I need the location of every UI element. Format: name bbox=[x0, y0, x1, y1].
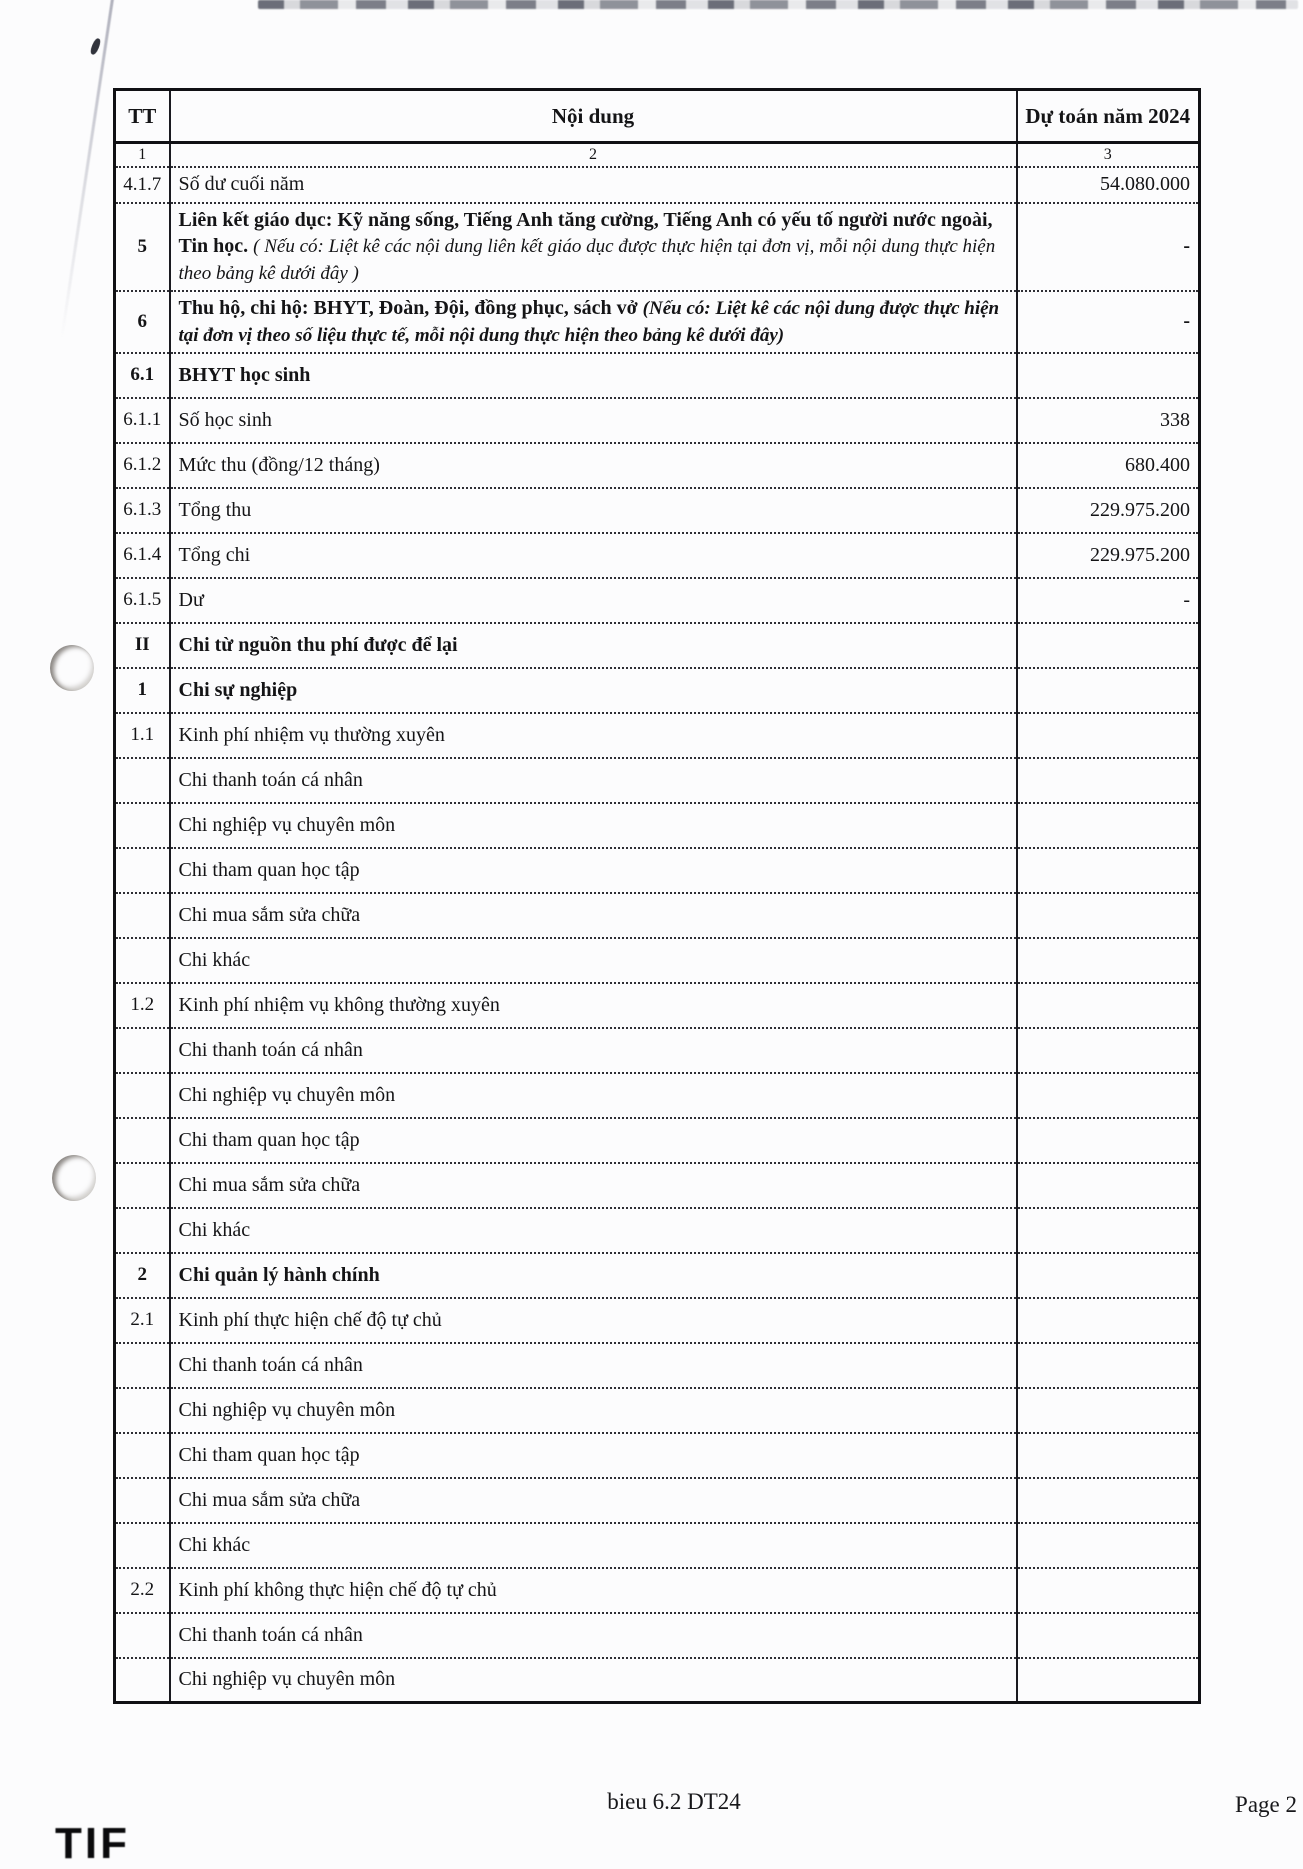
row-content bbox=[170, 1478, 1017, 1523]
row-tt: 5 bbox=[115, 203, 170, 291]
row-label: Chi tham quan học tập bbox=[178, 858, 360, 881]
table-row bbox=[115, 713, 1200, 758]
row-value: - bbox=[1017, 578, 1200, 623]
row-tt bbox=[115, 1478, 170, 1523]
row-value: 229.975.200 bbox=[1017, 533, 1200, 578]
row-value bbox=[1017, 1163, 1200, 1208]
column-index-row bbox=[115, 143, 1200, 167]
row-value bbox=[1017, 1658, 1200, 1703]
punch-hole-top bbox=[50, 645, 94, 691]
row-tt: 6.1.5 bbox=[115, 578, 170, 623]
row-content bbox=[170, 443, 1017, 488]
table-row bbox=[115, 291, 1200, 353]
table-row bbox=[115, 1073, 1200, 1118]
row-value bbox=[1017, 893, 1200, 938]
table-row bbox=[115, 1523, 1200, 1568]
row-content bbox=[170, 1208, 1017, 1253]
row-tt: 1.1 bbox=[115, 713, 170, 758]
table-row bbox=[115, 353, 1200, 398]
row-tt bbox=[115, 1343, 170, 1388]
row-content bbox=[170, 533, 1017, 578]
table-row bbox=[115, 893, 1200, 938]
row-content bbox=[170, 291, 1017, 353]
row-tt: 1.2 bbox=[115, 983, 170, 1028]
row-value: 229.975.200 bbox=[1017, 488, 1200, 533]
table-row bbox=[115, 848, 1200, 893]
row-value: 680.400 bbox=[1017, 443, 1200, 488]
row-tt bbox=[115, 803, 170, 848]
row-content bbox=[170, 1658, 1017, 1703]
row-tt: 2 bbox=[115, 1253, 170, 1298]
row-content bbox=[170, 1298, 1017, 1343]
scan-crease-line bbox=[60, 0, 115, 338]
row-tt bbox=[115, 938, 170, 983]
row-label: Chi từ nguồn thu phí được để lại bbox=[178, 633, 458, 656]
row-content bbox=[170, 578, 1017, 623]
row-content bbox=[170, 1613, 1017, 1658]
row-label: Chi nghiệp vụ chuyên môn bbox=[178, 813, 396, 836]
row-value bbox=[1017, 1343, 1200, 1388]
row-content bbox=[170, 353, 1017, 398]
row-value bbox=[1017, 353, 1200, 398]
row-value bbox=[1017, 623, 1200, 668]
row-tt bbox=[115, 1163, 170, 1208]
row-value bbox=[1017, 1613, 1200, 1658]
row-label: Liên kết giáo dục: Kỹ năng sống, Tiếng Anh tăng cường, Tiếng Anh có yếu tố người nước ngoài, Tin học. bbox=[178, 208, 993, 257]
row-label: Kinh phí không thực hiện chế độ tự chủ bbox=[178, 1578, 497, 1601]
row-tt bbox=[115, 1118, 170, 1163]
row-tt: 6.1.4 bbox=[115, 533, 170, 578]
row-content bbox=[170, 398, 1017, 443]
row-tt: 6.1.1 bbox=[115, 398, 170, 443]
row-tt: 2.2 bbox=[115, 1568, 170, 1613]
row-label: Chi mua sắm sửa chữa bbox=[178, 903, 361, 926]
table-body bbox=[115, 143, 1200, 1703]
row-value bbox=[1017, 1118, 1200, 1163]
row-label: Chi mua sắm sửa chữa bbox=[178, 1488, 361, 1511]
table-row bbox=[115, 1163, 1200, 1208]
scan-smudge-top bbox=[258, 0, 1298, 9]
row-label: Dư bbox=[178, 588, 204, 611]
row-value bbox=[1017, 1253, 1200, 1298]
row-value bbox=[1017, 1433, 1200, 1478]
row-content bbox=[170, 803, 1017, 848]
row-label: Chi khác bbox=[178, 948, 251, 971]
row-label: Số học sinh bbox=[178, 408, 272, 431]
row-value bbox=[1017, 1208, 1200, 1253]
table-row bbox=[115, 758, 1200, 803]
row-label: Chi thanh toán cá nhân bbox=[178, 1623, 363, 1646]
table-row bbox=[115, 1298, 1200, 1343]
row-value: 338 bbox=[1017, 398, 1200, 443]
row-tt: 4.1.7 bbox=[115, 167, 170, 203]
footer-page-number: Page 2 bbox=[1235, 1792, 1297, 1817]
row-tt: 2.1 bbox=[115, 1298, 170, 1343]
table-row bbox=[115, 1253, 1200, 1298]
row-label: Chi thanh toán cá nhân bbox=[178, 1038, 363, 1061]
row-tt bbox=[115, 1388, 170, 1433]
corner-stamp-mark: TIF bbox=[55, 1819, 130, 1868]
row-label: Chi nghiệp vụ chuyên môn bbox=[178, 1668, 396, 1691]
budget-table bbox=[113, 88, 1201, 1704]
row-note: (Nếu có: Liệt kê các nội dung được thực hiện tại đơn vị theo số liệu thực tế, mỗi nội dung thực hiện theo bảng kê dưới đây) bbox=[178, 297, 1000, 346]
table-row bbox=[115, 1478, 1200, 1523]
row-tt: 6.1 bbox=[115, 353, 170, 398]
table-row bbox=[115, 203, 1200, 291]
table-row bbox=[115, 623, 1200, 668]
row-label: Chi tham quan học tập bbox=[178, 1128, 360, 1151]
table-row bbox=[115, 1028, 1200, 1073]
row-content bbox=[170, 713, 1017, 758]
row-value bbox=[1017, 668, 1200, 713]
row-content bbox=[170, 623, 1017, 668]
index-cell-value: 3 bbox=[1017, 143, 1200, 167]
row-tt bbox=[115, 1028, 170, 1073]
row-value bbox=[1017, 1568, 1200, 1613]
row-label: Kinh phí nhiệm vụ thường xuyên bbox=[178, 723, 445, 746]
row-label: Kinh phí nhiệm vụ không thường xuyên bbox=[178, 993, 500, 1016]
row-value: 54.080.000 bbox=[1017, 167, 1200, 203]
row-content bbox=[170, 167, 1017, 203]
row-label: Chi nghiệp vụ chuyên môn bbox=[178, 1083, 396, 1106]
row-content bbox=[170, 848, 1017, 893]
table-row bbox=[115, 668, 1200, 713]
index-cell-content: 2 bbox=[170, 143, 1017, 167]
table-row bbox=[115, 1388, 1200, 1433]
row-tt: 6.1.2 bbox=[115, 443, 170, 488]
row-label: Chi mua sắm sửa chữa bbox=[178, 1173, 361, 1196]
row-value bbox=[1017, 983, 1200, 1028]
punch-hole-bottom bbox=[52, 1155, 96, 1201]
row-tt: II bbox=[115, 623, 170, 668]
row-label: Mức thu (đồng/12 tháng) bbox=[178, 453, 380, 476]
row-content bbox=[170, 203, 1017, 291]
row-content bbox=[170, 1568, 1017, 1613]
table-row bbox=[115, 938, 1200, 983]
row-tt bbox=[115, 1613, 170, 1658]
row-label: Chi khác bbox=[178, 1533, 251, 1556]
row-content bbox=[170, 1028, 1017, 1073]
row-tt: 6 bbox=[115, 291, 170, 353]
row-label: Thu hộ, chi hộ: BHYT, Đoàn, Đội, đồng phục, sách vở bbox=[178, 296, 643, 319]
row-content bbox=[170, 488, 1017, 533]
row-content bbox=[170, 668, 1017, 713]
row-tt bbox=[115, 1523, 170, 1568]
row-content bbox=[170, 1433, 1017, 1478]
row-value bbox=[1017, 1298, 1200, 1343]
row-label: Tổng chi bbox=[178, 543, 251, 566]
row-content bbox=[170, 758, 1017, 803]
row-value bbox=[1017, 758, 1200, 803]
table-row bbox=[115, 488, 1200, 533]
table-row bbox=[115, 533, 1200, 578]
row-tt bbox=[115, 1208, 170, 1253]
table-row bbox=[115, 1658, 1200, 1703]
row-content bbox=[170, 1523, 1017, 1568]
row-label: Chi tham quan học tập bbox=[178, 1443, 360, 1466]
row-value bbox=[1017, 938, 1200, 983]
row-label: Chi quản lý hành chính bbox=[178, 1263, 380, 1286]
header-cell-content: Nội dung bbox=[170, 90, 1017, 143]
table-row bbox=[115, 983, 1200, 1028]
row-label: Chi khác bbox=[178, 1218, 251, 1241]
table-row bbox=[115, 1568, 1200, 1613]
header-row bbox=[115, 90, 1200, 143]
row-value bbox=[1017, 848, 1200, 893]
table-row bbox=[115, 1343, 1200, 1388]
table-row bbox=[115, 578, 1200, 623]
row-content bbox=[170, 983, 1017, 1028]
row-tt bbox=[115, 758, 170, 803]
row-value bbox=[1017, 713, 1200, 758]
scan-crease-mark bbox=[89, 37, 102, 55]
table-row bbox=[115, 1613, 1200, 1658]
row-label: Số dư cuối năm bbox=[178, 173, 305, 195]
table-header bbox=[115, 90, 1200, 143]
footer-sheet-label: bieu 6.2 DT24 bbox=[607, 1789, 741, 1814]
row-tt bbox=[115, 1658, 170, 1703]
row-content bbox=[170, 1388, 1017, 1433]
row-value bbox=[1017, 1388, 1200, 1433]
row-tt bbox=[115, 1433, 170, 1478]
row-content bbox=[170, 1118, 1017, 1163]
row-content bbox=[170, 1343, 1017, 1388]
row-value bbox=[1017, 803, 1200, 848]
row-tt bbox=[115, 848, 170, 893]
table-row bbox=[115, 803, 1200, 848]
row-label: Chi nghiệp vụ chuyên môn bbox=[178, 1398, 396, 1421]
table-row bbox=[115, 398, 1200, 443]
row-value bbox=[1017, 1073, 1200, 1118]
row-value: - bbox=[1017, 203, 1200, 291]
table-row bbox=[115, 1433, 1200, 1478]
row-content bbox=[170, 938, 1017, 983]
index-cell-tt: 1 bbox=[115, 143, 170, 167]
row-content bbox=[170, 893, 1017, 938]
table-row bbox=[115, 1208, 1200, 1253]
row-content bbox=[170, 1163, 1017, 1208]
row-label: Chi sự nghiệp bbox=[178, 678, 298, 701]
row-tt bbox=[115, 1073, 170, 1118]
row-label: BHYT học sinh bbox=[178, 363, 311, 386]
row-value: - bbox=[1017, 291, 1200, 353]
row-note: ( Nếu có: Liệt kê các nội dung liên kết giáo dục được thực hiện tại đơn vị, mỗi nội dung thực hiện theo bảng kê dưới đây ) bbox=[178, 235, 996, 284]
header-cell-value: Dự toán năm 2024 bbox=[1017, 90, 1200, 143]
row-content bbox=[170, 1253, 1017, 1298]
table-row bbox=[115, 1118, 1200, 1163]
row-content bbox=[170, 1073, 1017, 1118]
row-tt: 6.1.3 bbox=[115, 488, 170, 533]
table-row bbox=[115, 443, 1200, 488]
table-row bbox=[115, 167, 1200, 203]
row-label: Tổng thu bbox=[178, 498, 252, 521]
row-label: Chi thanh toán cá nhân bbox=[178, 768, 363, 791]
row-label: Kinh phí thực hiện chế độ tự chủ bbox=[178, 1308, 442, 1331]
row-tt bbox=[115, 893, 170, 938]
row-value bbox=[1017, 1478, 1200, 1523]
row-value bbox=[1017, 1523, 1200, 1568]
header-cell-tt: TT bbox=[115, 90, 170, 143]
row-value bbox=[1017, 1028, 1200, 1073]
row-tt: 1 bbox=[115, 668, 170, 713]
row-label: Chi thanh toán cá nhân bbox=[178, 1353, 363, 1376]
